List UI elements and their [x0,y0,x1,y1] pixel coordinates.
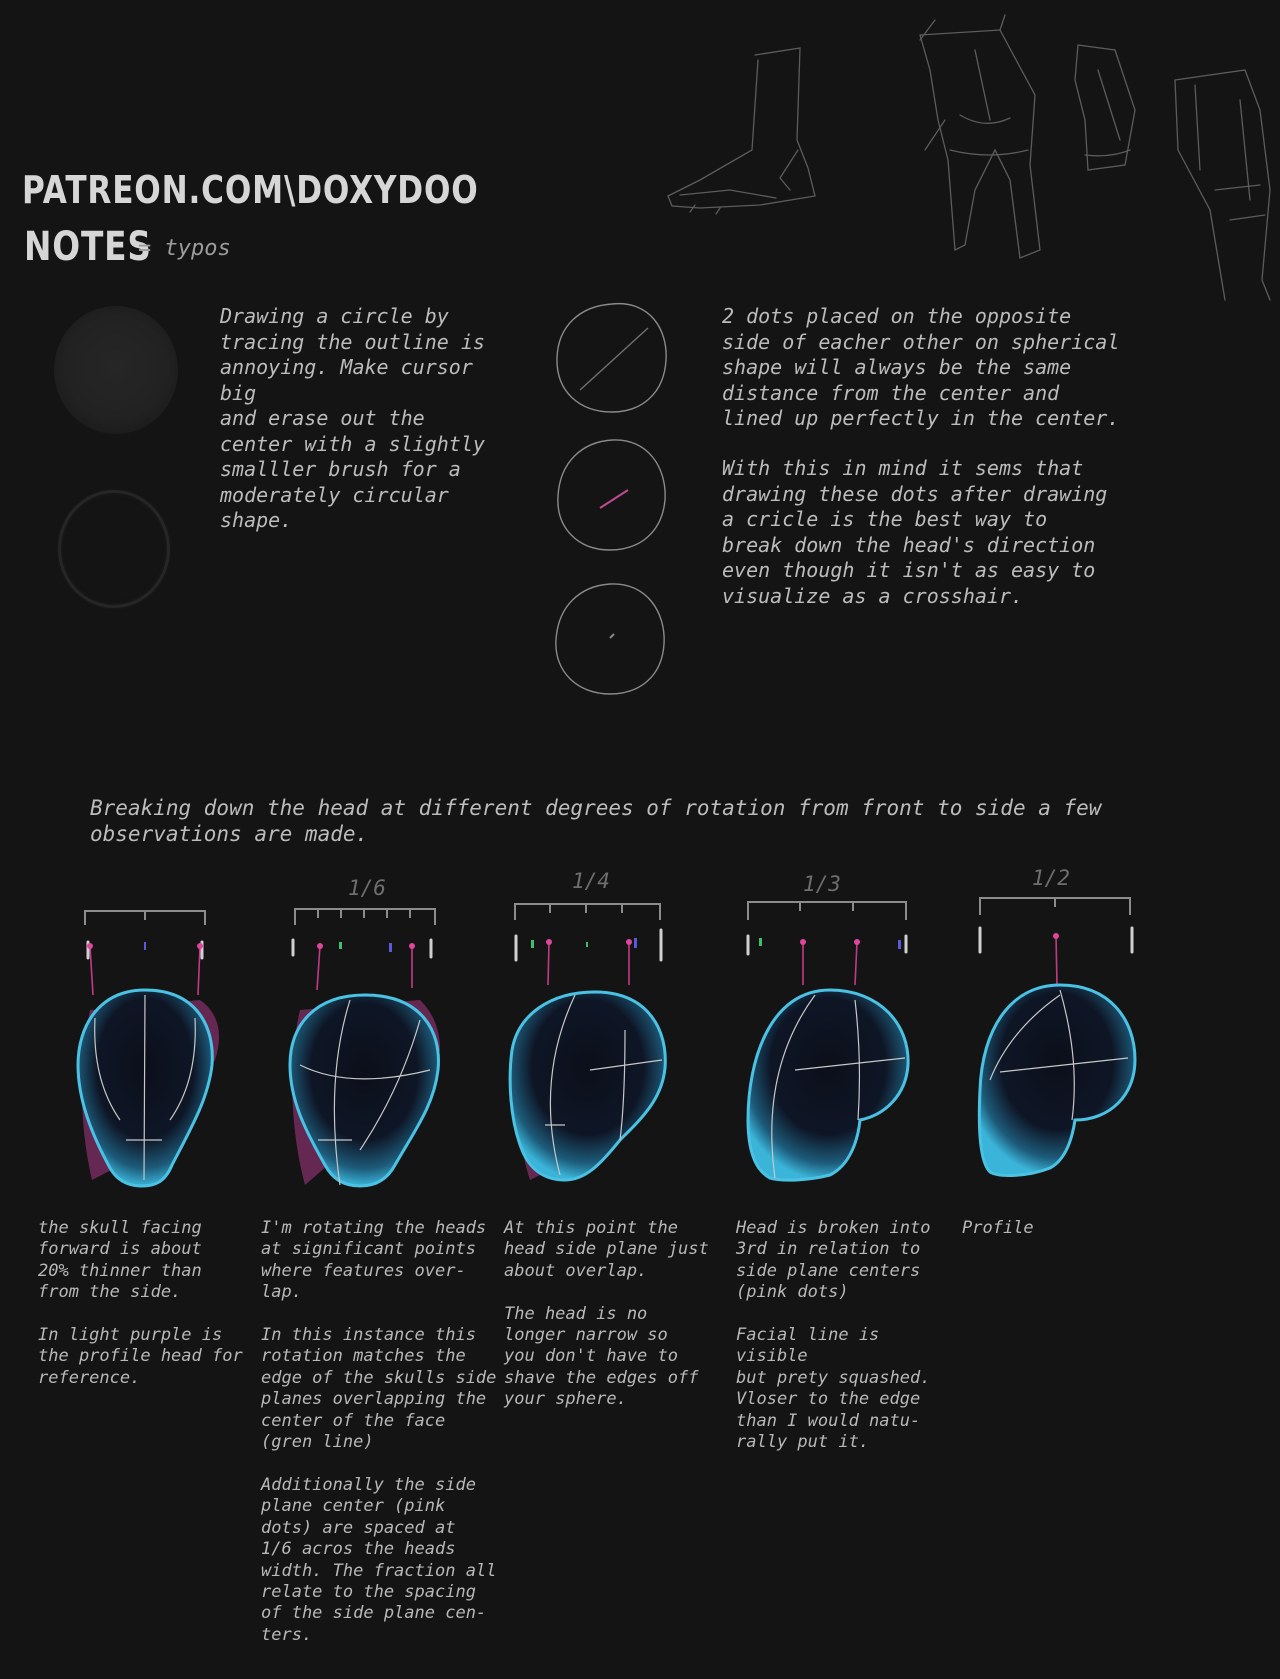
pink-dots [87,933,1059,949]
bracket-1-4 [515,904,660,920]
head-front [78,990,219,1186]
fraction-label-1-6: 1/6 [348,876,386,900]
site-title: PATREON.COM\DOXYDOO [22,168,479,212]
caption-profile: Profile [962,1218,1034,1238]
head-profile [979,985,1135,1175]
intro-text: Breaking down the head at different degrees of rotation from front to side a few observations are made. [90,796,1102,846]
head-1-6 [290,995,440,1186]
caption-1-6: I'm rotating the heads at significant points where features over- lap. In this instance this rotation matches the edge of the skulls side planes overlapping the center of the face (gren line) Additionally the side plane center (pink dots) are spaced at 1/6 acros the heads width. The fraction all relate to the spacing of the side plane cen- ters. [261,1218,497,1645]
opposite-dots-note: 2 dots placed on the opposite side of eacher other on spherical shape will always be the same distance from the center and lined up perfectly in the center. [722,304,1120,430]
bracket-front [85,911,205,925]
caption-1-4: At this point the head side plane just about overlap. The head is no longer narrow so you don't have to shave the edges off your sphere. [504,1218,709,1410]
fraction-label-1-4: 1/4 [572,869,610,893]
typos-label: = typos [138,236,231,261]
caption-1-3: Head is broken into 3rd in relation to side plane centers (pink dots) Facial line is visible but prety squashed. Vloser to the edge than I would natu- rally put it. [736,1218,931,1453]
bracket-1-2 [980,898,1130,915]
bracket-1-6 [295,909,435,925]
caption-front: the skull facing forward is about 20% thinner than from the side. In light purple is the profile head for reference. [38,1218,243,1388]
bracket-1-3 [748,902,906,920]
blue-markers [144,938,901,952]
dots-direction-note: With this in mind it sems that drawing these dots after drawing a cricle is the best way to break down the head's direction even though it isn't as easy to visualize as a crosshair. [722,456,1108,608]
head-1-4 [510,992,665,1180]
fraction-label-1-2: 1/2 [1032,866,1070,890]
fraction-label-1-3: 1/3 [803,872,841,896]
circle-drawing-note: Drawing a circle by tracing the outline is annoying. Make cursor big and erase out the center with a slightly smalller brush for a moderately circular shape. [220,304,485,532]
notes-heading: NOTES [24,224,152,270]
head-1-3 [748,990,908,1180]
